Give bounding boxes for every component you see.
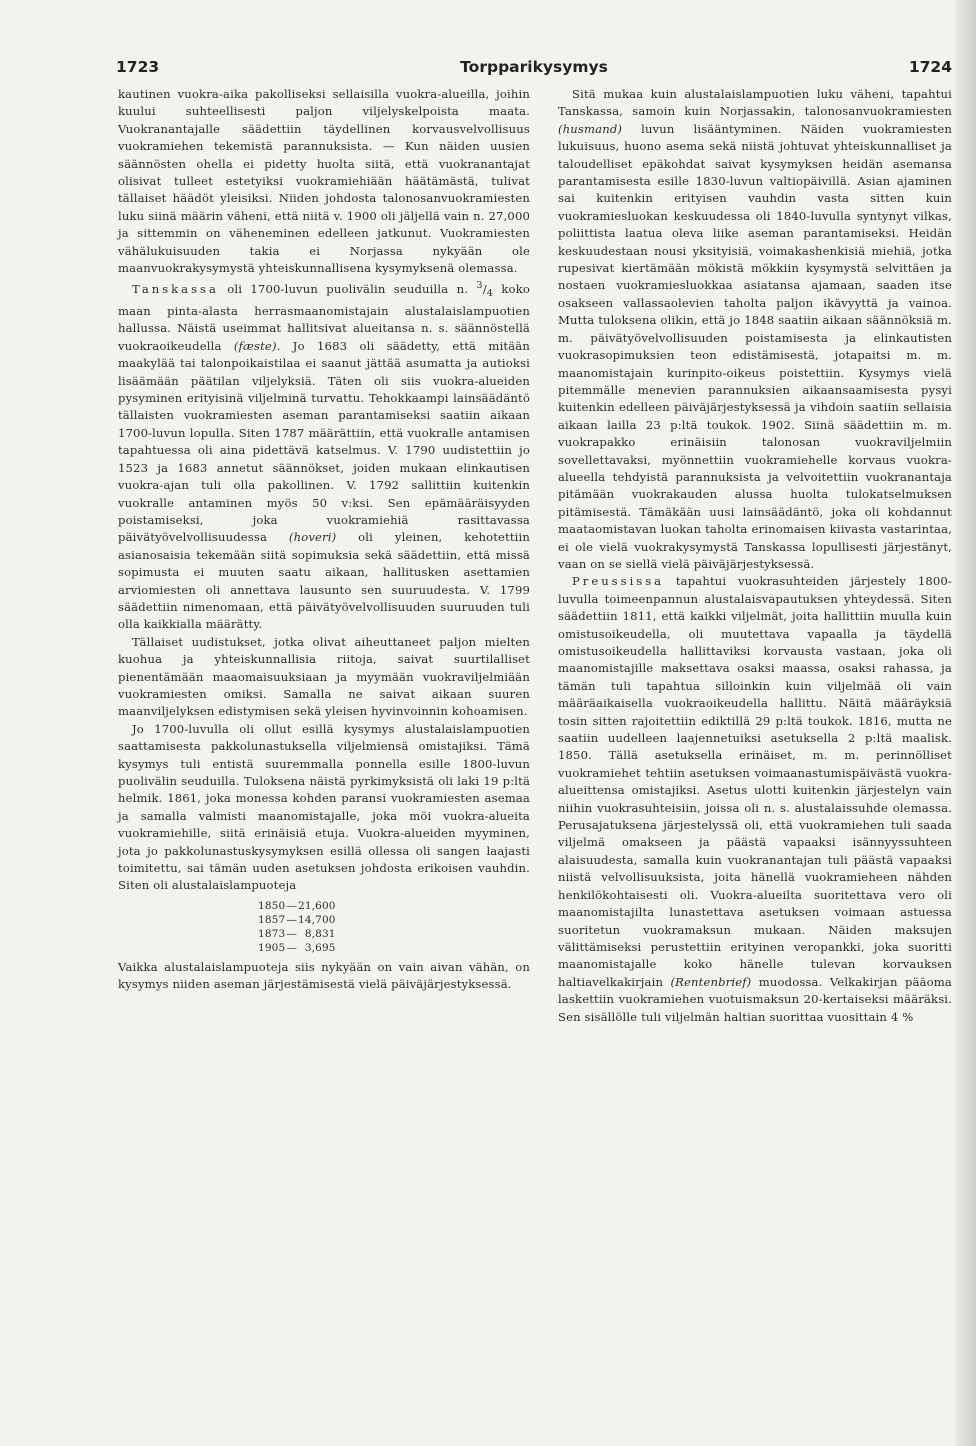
spaced-heading: Tanskassa: [132, 282, 219, 297]
paragraph: kautinen vuokra-aika pakolliseksi sellaisilla vuokra-alueilla, joihin kuului suhteellisesti paljon viljelyskelpoista maata. Vuokranantajalle säädettiin täydellinen korvausvelvollisuus vuokramiehen tekemistä parannuksista. — Kun näiden uusien säännösten ohella ei pidetty huolta siitä, että vuokranantajat olisivat tulleet estetyiksi vuokramiehiään häätämästä, tulivat tällaiset häädöt yleisiksi. Niiden johdosta talonosanvuokramiesten luku siinä määrin väheni, että niitä v. 1900 oli jäljellä vain n. 27,000 ja sittemmin on väheneminen edelleen jatkunut. Vuokramiesten vähälukuisuuden takia ei Norjassa nykyään ole maanvuokrakysymystä yhteiskunnallisena kysymyksenä olemassa.: [118, 87, 530, 276]
term-italic: (hoveri): [288, 530, 337, 545]
term-italic: (husmand): [558, 121, 623, 136]
table-row: 1905 — 3,695: [258, 941, 336, 954]
page-header: [116, 58, 952, 82]
paragraph: Tällaiset uudistukset, jotka olivat aiheuttaneet paljon mielten kuohua ja yhteiskunnallisia riitoja, saivat suurtilalliset pienentämään maaomaisuuksiaan ja myymään vuokraviljelmiään vuokramiesten omiksi. Samalla ne saivat aikaan suuren maanviljelyksen edistymisen sekä yleisen hyvinvoinnin kohoamisen.: [118, 634, 530, 719]
page-number-left: 1723: [116, 58, 160, 76]
table-row: 1873 — 8,831: [258, 927, 336, 940]
term-italic: (fæste): [233, 338, 277, 353]
paragraph: Jo 1700-luvulla oli ollut esillä kysymys alustalaislampuotien saattamisesta pakkolunastuksella viljelmiensä omistajiksi. Tämä kysymys tuli entistä suuremmalla ponnella esille 1800-luvun puolivälin seuduilla. Tuloksena näistä pyrkimyksistä oli laki 19 p:ltä helmik. 1861, joka monessa kohden paransi vuokramiesten asemaa ja samalla valmisti maanomistajalle, joka möi vuokra-alueita vuokramiehille, siitä erinäisiä etuja. Vuokra-alueiden myyminen, jota jo pakkolunastuskysymyksen esillä ollessa oli sangen laajasti toimitettu, sai tämän uuden asetuksen johdosta erikoisen vauhdin. Siten oli alustalaislampuoteja: [118, 721, 530, 893]
fraction-denominator: 4: [486, 288, 494, 300]
page-number-right: 1724: [908, 58, 952, 76]
fraction-numerator: 3: [476, 280, 483, 292]
term-italic: (Rentenbrief): [670, 974, 752, 989]
running-title: Torpparikysymys: [460, 58, 608, 76]
left-column: [118, 86, 530, 994]
table-row: 1850 — 21,600: [258, 899, 336, 912]
right-column: [558, 86, 952, 1026]
table-row: 1857 — 14,700: [258, 913, 336, 926]
paragraph: Tanskassa oli 1700-luvun puolivälin seuduilla n. $^3/_4$ koko maan pinta-alasta herrasmaanomistajain alustalaislampuotien hallussa. Näistä useimmat hallitsivat alueitansa n. s. säännöstellä vuokraoikeudella (fæste). Jo 1683 oli säädetty, että mitään maakylää tai talonpoikaistilaa ei saanut jättää asumatta ja autioksi lisäämään päätilan viljelyksiä. Täten oli siis vuokra-alueiden pysyminen erityisinä viljelminä turvattu. Tehokkaampi lainsäädäntö tällaisten vuokramiesten aseman parantamiseksi saatiin aikaan 1700-luvun lopulla. Siten 1787 määrättiin, että vuokralle antamisen tapahtuessa oli aina pidettävä katselmus. V. 1790 uudistettiin jo 1523 ja 1683 annetut säännökset, joiden mukaan elinkautisen vuokra-ajan tuli olla pakollinen. V. 1792 sallittiin kuitenkin vuokralle antaminen myös 50 v:ksi. Sen epämääräisyyden poistamiseksi, joka vuokramiehiä rasittavassa päivätyövelvollisuudessa (hoveri) oli yleinen, kehotettiin asianosaisia tekemään siitä sopimuksia sekä säädettiin, että missä sopimusta ei muuten saatu aikaan, hallitusken asettamien arviomiesten oli annettava lausunto sen suuruudesta. V. 1799 säädettiin nimenomaan, että päivätyövelvollisuuden suuruuden tuli olla kaikkialla määrätty.: [118, 280, 530, 632]
paragraph: Preussissa tapahtui vuokrasuhteiden järjestely 1800-luvulla toimeenpannun alustalaisvapautuksen yhteydessä. Siten säädettiin 1811, että kaikki viljelmät, joita hallittiin muulla kuin omistusoikeudella, oli muutettava vapaalla ja täydellä omistusoikeudella hallittaviksi korvausta vastaan, joka oli maanomistajille maksettava osaksi maassa, osaksi rahassa, ja tämän tuli tapahtua silloinkin kuin viljelmää oli vain määräaikaisella vuokraoikeudella hallittu. Näitä määräyksiä tosin sitten rajoitettiin ediktillä 29 p:ltä toukok. 1816, mutta ne saatiin uudelleen laajennetuiksi asetuksella 2 p:ltä maalisk. 1850. Tällä asetuksella erinäiset, m. m. perinnölliset vuokramiehet tehtiin asetuksen voimaanastumispäivästä vuokra-alueittensa omistajiksi. Asetus ulotti kuitenkin järjestelyn vain niihin vuokrasuhteisiin, joissa oli n. s. alustalaissuhde olemassa. Perusajatuksena järjestelyssä oli, että vuokramiehen tuli saada viljelmä omakseen ja päästä vapaaksi isännyyssuhteen alaisuudesta, samalla kuin vuokranantajan tuli päästä vapaaksi niistä velvollisuuksista, joita hänellä vuokramieheen nähden henkilökohtaisesti oli. Vuokra-alueilta suoritettava vero oli maanomistajilta lunastettava asetuksen voimaan astuessa suoritetun vuokramaksun mukaan. Näiden maksujen välittämiseksi perustettiin erityinen veropankki, joka suoritti maanomistajalle koko hänelle tulevan korvauksen haltiavelkakirjain (Rentenbrief) muodossa. Velkakirjan pääoma laskettiin vuokramiehen vuotuismaksun 20-kertaiseksi määräksi. Sen sisällölle tuli viljelmän haltian suorittaa vuosittain 4 %: [558, 574, 952, 1024]
spaced-heading: Preussissa: [572, 574, 665, 589]
page-edge-shadow: [954, 0, 976, 1446]
paragraph: Sitä mukaa kuin alustalaislampuotien luku väheni, tapahtui Tanskassa, samoin kuin Norjassakin, talonosanvuokramiesten (husmand) luvun lisääntyminen. Näiden vuokramiesten lukuisuus, huono asema sekä niistä johtuvat yhteiskunnalliset ja taloudelliset epäkohdat saivat kysymyksen heidän asemansa parantamisesta esille 1830-luvun valtiopäivillä. Asian ajaminen sai kuitenkin erityisen vauhdin vasta sitten kuin vuokramiesluokan keskuudessa oli 1840-luvulla syntynyt vilkas, poliittista laatua oleva liike aseman parantamiseksi. Heidän keskuudestaan nousi yksityisiä, voimakashenkisiä miehiä, jotka rupesivat kiertämään mökistä mökkiin kysymystä selvittäen ja nostaen vuokramiesluokkaa asiatansa ajamaan, saaden itse osakseen vallassaolevien taholta paljon ikävyyttä ja vainoa. Mutta tuloksena olikin, että jo 1848 saatiin aikaan säännöksiä m. m. päivätyövelvollisuuden poistamisesta ja elinkautisten vuokrasopimuksien teon edistämisestä, jotapaitsi m. m. maanomistajain kurinpito-oikeus poistettiin. Kysymys vielä pitemmälle menevien parannuksien aikaansaamisesta pysyi kuitenkin edelleen päiväjärjestyksessä ja vihdoin saatiin sellaisia aikaan lailla 23 p:ltä toukok. 1902. Siinä säädettiin m. m. vuokrapakko erinäisiin talonosan vuokraviljelmiin sovellettavaksi, myönnettiin vuokramiehelle korvaus vuokra-alueella tehdyistä parannuksista ja velvoitettiin vuokranantaja pitämään vuokrakauden alussa huolta tulokatselmuksen pitämisestä. Tämäkään uusi lainsäädäntö, joka oli kohdannut maataomistavan luokan taholta erinomaisen kiivasta vastarintaa, ei ole vielä vuokrakysymystä Tanskassa lopullisesti järjestänyt, vaan on se siellä vielä päiväjärjestyksessä.: [558, 87, 952, 571]
paragraph: Vaikka alustalaislampuoteja siis nykyään on vain aivan vähän, on kysymys niiden aseman järjestämisestä vielä päiväjärjestyksessä.: [118, 959, 530, 992]
statistics-table: [258, 899, 336, 955]
